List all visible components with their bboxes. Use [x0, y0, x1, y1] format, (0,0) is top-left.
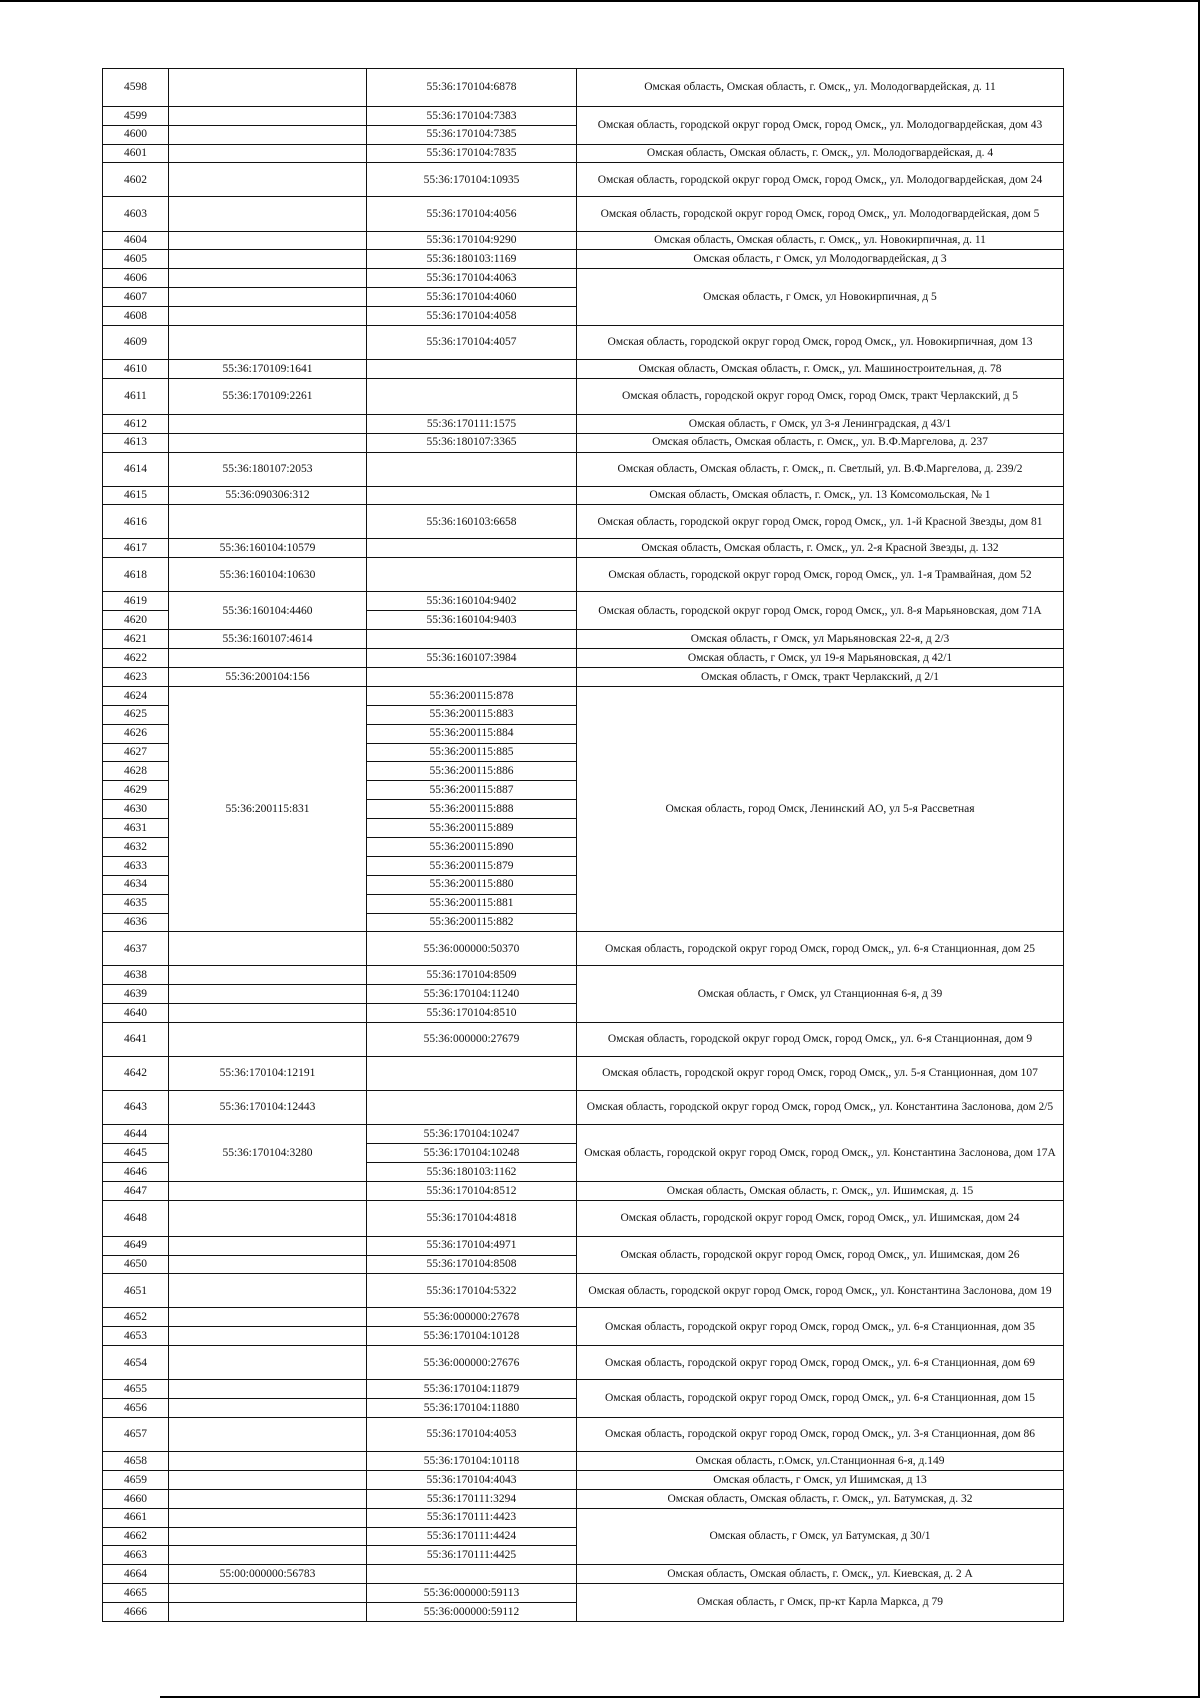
parcel-number-cell	[169, 985, 367, 1004]
object-number-cell: 55:36:170104:4060	[367, 288, 577, 307]
table-row	[103, 1125, 1064, 1144]
object-number-cell: 55:36:000000:59113	[367, 1584, 577, 1603]
object-number-cell: 55:36:170104:11879	[367, 1380, 577, 1399]
table-row	[103, 1057, 1064, 1091]
object-number-cell: 55:36:170104:6878	[367, 69, 577, 107]
address-cell: Омская область, Омская область, г. Омск,, ул. Ишимская, д. 15	[577, 1181, 1064, 1200]
table-row	[103, 649, 1064, 668]
object-number-cell: 55:36:180103:1162	[367, 1162, 577, 1181]
address-cell: Омская область, городской округ город Омск, город Омск,, ул. 6-я Станционная, дом 69	[577, 1346, 1064, 1380]
parcel-number-cell	[169, 1489, 367, 1508]
parcel-number-cell	[169, 269, 367, 288]
address-cell: Омская область, городской округ город Омск, город Омск,, ул. 6-я Станционная, дом 9	[577, 1023, 1064, 1057]
object-number-cell	[367, 486, 577, 505]
table-row	[103, 932, 1064, 966]
address-cell: Омская область, городской округ город Омск, город Омск,, ул. 6-я Станционная, дом 35	[577, 1308, 1064, 1346]
address-cell: Омская область, Омская область, г. Омск,, п. Светлый, ул. В.Ф.Маргелова, д. 239/2	[577, 452, 1064, 486]
object-number-cell: 55:36:170104:10247	[367, 1125, 577, 1144]
object-number-cell	[367, 667, 577, 686]
table-row	[103, 1308, 1064, 1327]
row-number-cell: 4602	[103, 163, 169, 197]
object-number-cell: 55:36:000000:27679	[367, 1023, 577, 1057]
parcel-number-cell	[169, 325, 367, 359]
cadastral-table	[102, 68, 1064, 1622]
parcel-number-cell	[169, 69, 367, 107]
row-number-cell: 4665	[103, 1584, 169, 1603]
address-cell: Омская область, Омская область, г. Омск,, ул. Молодогвардейская, д. 4	[577, 144, 1064, 163]
object-number-cell: 55:36:170104:4056	[367, 197, 577, 231]
row-number-cell: 4646	[103, 1162, 169, 1181]
object-number-cell: 55:36:170104:4971	[367, 1236, 577, 1255]
parcel-number-cell	[169, 1527, 367, 1546]
table-row	[103, 1452, 1064, 1471]
object-number-cell: 55:36:160104:9402	[367, 592, 577, 611]
object-number-cell: 55:36:170111:4423	[367, 1508, 577, 1527]
row-number-cell: 4645	[103, 1144, 169, 1163]
table-row	[103, 1508, 1064, 1527]
address-cell: Омская область, Омская область, г. Омск,, ул. 13 Комсомольская, № 1	[577, 486, 1064, 505]
object-number-cell: 55:36:200115:879	[367, 856, 577, 875]
table-row	[103, 1380, 1064, 1399]
parcel-number-cell	[169, 1452, 367, 1471]
object-number-cell: 55:36:170104:8510	[367, 1004, 577, 1023]
object-number-cell: 55:36:170104:11880	[367, 1399, 577, 1418]
address-cell: Омская область, Омская область, г. Омск,, ул. Киевская, д. 2 А	[577, 1565, 1064, 1584]
row-number-cell: 4600	[103, 125, 169, 144]
parcel-number-cell: 55:36:170104:12443	[169, 1091, 367, 1125]
table-row	[103, 558, 1064, 592]
table-row	[103, 505, 1064, 539]
address-cell: Омская область, г Омск, тракт Черлакский, д 2/1	[577, 667, 1064, 686]
object-number-cell: 55:36:170111:1575	[367, 414, 577, 433]
row-number-cell: 4616	[103, 505, 169, 539]
object-number-cell: 55:36:170104:11240	[367, 985, 577, 1004]
parcel-number-cell	[169, 649, 367, 668]
table-row	[103, 269, 1064, 288]
row-number-cell: 4648	[103, 1200, 169, 1236]
table-row	[103, 106, 1064, 125]
parcel-number-cell	[169, 1417, 367, 1451]
row-number-cell: 4609	[103, 325, 169, 359]
table-row	[103, 69, 1064, 107]
row-number-cell: 4612	[103, 414, 169, 433]
object-number-cell	[367, 452, 577, 486]
row-number-cell: 4644	[103, 1125, 169, 1144]
object-number-cell: 55:36:200115:880	[367, 875, 577, 894]
object-number-cell: 55:36:200115:887	[367, 781, 577, 800]
object-number-cell: 55:36:170104:4057	[367, 325, 577, 359]
object-number-cell: 55:36:170104:4043	[367, 1470, 577, 1489]
table-row	[103, 197, 1064, 231]
table-row	[103, 1417, 1064, 1451]
object-number-cell: 55:36:200115:878	[367, 686, 577, 705]
table-row	[103, 686, 1064, 705]
row-number-cell: 4632	[103, 837, 169, 856]
row-number-cell: 4660	[103, 1489, 169, 1508]
parcel-number-cell	[169, 1508, 367, 1527]
address-cell: Омская область, городской округ город Омск, город Омск,, ул. Константина Заслонова, дом 2/5	[577, 1091, 1064, 1125]
object-number-cell: 55:36:170104:8509	[367, 966, 577, 985]
table-row	[103, 1023, 1064, 1057]
parcel-number-cell	[169, 1327, 367, 1346]
table-row	[103, 325, 1064, 359]
object-number-cell: 55:36:170104:8508	[367, 1255, 577, 1274]
address-cell: Омская область, городской округ город Омск, город Омск,, ул. Ишимская, дом 26	[577, 1236, 1064, 1274]
table-row	[103, 1489, 1064, 1508]
address-cell: Омская область, Омская область, г. Омск,, ул. В.Ф.Маргелова, д. 237	[577, 433, 1064, 452]
row-number-cell: 4636	[103, 913, 169, 932]
address-cell: Омская область, г Омск, ул 3-я Ленинградская, д 43/1	[577, 414, 1064, 433]
object-number-cell: 55:36:170104:7383	[367, 106, 577, 125]
parcel-number-cell	[169, 144, 367, 163]
table-row	[103, 1470, 1064, 1489]
address-cell: Омская область, город Омск, Ленинский АО, ул 5-я Рассветная	[577, 686, 1064, 932]
address-cell: Омская область, г.Омск, ул.Станционная 6-я, д.149	[577, 1452, 1064, 1471]
parcel-number-cell	[169, 1274, 367, 1308]
parcel-number-cell	[169, 1346, 367, 1380]
parcel-number-cell	[169, 1470, 367, 1489]
object-number-cell	[367, 1057, 577, 1091]
row-number-cell: 4661	[103, 1508, 169, 1527]
address-cell: Омская область, городской округ город Омск, город Омск,, ул. Молодогвардейская, дом 24	[577, 163, 1064, 197]
scan-top-edge	[0, 0, 1200, 2]
object-number-cell: 55:36:180103:1169	[367, 250, 577, 269]
row-number-cell: 4634	[103, 875, 169, 894]
parcel-number-cell	[169, 231, 367, 250]
object-number-cell: 55:36:170104:10128	[367, 1327, 577, 1346]
object-number-cell: 55:36:170104:10248	[367, 1144, 577, 1163]
row-number-cell: 4607	[103, 288, 169, 307]
parcel-number-cell	[169, 288, 367, 307]
object-number-cell: 55:36:170104:4063	[367, 269, 577, 288]
row-number-cell: 4625	[103, 705, 169, 724]
row-number-cell: 4653	[103, 1327, 169, 1346]
parcel-number-cell: 55:36:170104:12191	[169, 1057, 367, 1091]
parcel-number-cell	[169, 1004, 367, 1023]
address-cell: Омская область, Омская область, г. Омск,, ул. Батумская, д. 32	[577, 1489, 1064, 1508]
object-number-cell: 55:36:170104:10118	[367, 1452, 577, 1471]
object-number-cell	[367, 539, 577, 558]
object-number-cell	[367, 558, 577, 592]
object-number-cell	[367, 359, 577, 378]
object-number-cell: 55:36:170111:3294	[367, 1489, 577, 1508]
address-cell: Омская область, г Омск, ул Марьяновская 22-я, д 2/3	[577, 630, 1064, 649]
object-number-cell: 55:36:000000:59112	[367, 1603, 577, 1622]
address-cell: Омская область, Омская область, г. Омск,, ул. Машиностроительная, д. 78	[577, 359, 1064, 378]
table-row	[103, 1346, 1064, 1380]
parcel-number-cell	[169, 433, 367, 452]
parcel-number-cell	[169, 414, 367, 433]
row-number-cell: 4659	[103, 1470, 169, 1489]
address-cell: Омская область, городской округ город Омск, город Омск,, ул. Молодогвардейская, дом 43	[577, 106, 1064, 144]
address-cell: Омская область, г Омск, ул Новокирпичная, д 5	[577, 269, 1064, 326]
address-cell: Омская область, городской округ город Омск, город Омск,, ул. Ишимская, дом 24	[577, 1200, 1064, 1236]
row-number-cell: 4652	[103, 1308, 169, 1327]
object-number-cell: 55:36:170111:4424	[367, 1527, 577, 1546]
row-number-cell: 4605	[103, 250, 169, 269]
object-number-cell: 55:36:200115:889	[367, 819, 577, 838]
parcel-number-cell	[169, 505, 367, 539]
parcel-number-cell: 55:36:160104:10579	[169, 539, 367, 558]
object-number-cell: 55:36:170104:4058	[367, 307, 577, 326]
row-number-cell: 4639	[103, 985, 169, 1004]
row-number-cell: 4608	[103, 307, 169, 326]
table-row	[103, 452, 1064, 486]
row-number-cell: 4666	[103, 1603, 169, 1622]
row-number-cell: 4630	[103, 800, 169, 819]
table-row	[103, 1181, 1064, 1200]
row-number-cell: 4642	[103, 1057, 169, 1091]
object-number-cell: 55:36:200115:890	[367, 837, 577, 856]
object-number-cell: 55:36:200115:883	[367, 705, 577, 724]
address-cell: Омская область, городской округ город Омск, город Омск,, ул. Константина Заслонова, дом 17А	[577, 1125, 1064, 1182]
row-number-cell: 4621	[103, 630, 169, 649]
parcel-number-cell: 55:36:160104:4460	[169, 592, 367, 630]
table-row	[103, 1274, 1064, 1308]
parcel-number-cell	[169, 197, 367, 231]
parcel-number-cell	[169, 1308, 367, 1327]
address-cell: Омская область, городской округ город Омск, город Омск, тракт Черлакский, д 5	[577, 378, 1064, 414]
parcel-number-cell	[169, 1546, 367, 1565]
row-number-cell: 4614	[103, 452, 169, 486]
object-number-cell: 55:36:200115:881	[367, 894, 577, 913]
row-number-cell: 4611	[103, 378, 169, 414]
address-cell: Омская область, Омская область, г. Омск,, ул. 2-я Красной Звезды, д. 132	[577, 539, 1064, 558]
parcel-number-cell	[169, 966, 367, 985]
parcel-number-cell	[169, 1023, 367, 1057]
object-number-cell: 55:36:200115:884	[367, 724, 577, 743]
parcel-number-cell	[169, 1399, 367, 1418]
address-cell: Омская область, городской округ город Омск, город Омск,, ул. 1-я Трамвайная, дом 52	[577, 558, 1064, 592]
object-number-cell	[367, 630, 577, 649]
object-number-cell: 55:36:200115:885	[367, 743, 577, 762]
object-number-cell: 55:36:170104:5322	[367, 1274, 577, 1308]
object-number-cell: 55:36:000000:27676	[367, 1346, 577, 1380]
row-number-cell: 4654	[103, 1346, 169, 1380]
table-row	[103, 539, 1064, 558]
parcel-number-cell: 55:36:160104:10630	[169, 558, 367, 592]
parcel-number-cell: 55:36:180107:2053	[169, 452, 367, 486]
address-cell: Омская область, городской округ город Омск, город Омск,, ул. 6-я Станционная, дом 15	[577, 1380, 1064, 1418]
row-number-cell: 4601	[103, 144, 169, 163]
row-number-cell: 4656	[103, 1399, 169, 1418]
table-body	[103, 69, 1064, 1622]
row-number-cell: 4663	[103, 1546, 169, 1565]
parcel-number-cell	[169, 250, 367, 269]
address-cell: Омская область, г Омск, ул 19-я Марьяновская, д 42/1	[577, 649, 1064, 668]
object-number-cell: 55:36:170104:7835	[367, 144, 577, 163]
row-number-cell: 4623	[103, 667, 169, 686]
row-number-cell: 4626	[103, 724, 169, 743]
row-number-cell: 4606	[103, 269, 169, 288]
table-row	[103, 592, 1064, 611]
object-number-cell: 55:36:000000:27678	[367, 1308, 577, 1327]
row-number-cell: 4613	[103, 433, 169, 452]
parcel-number-cell: 55:36:200104:156	[169, 667, 367, 686]
row-number-cell: 4604	[103, 231, 169, 250]
parcel-number-cell	[169, 163, 367, 197]
address-cell: Омская область, г Омск, ул Молодогвардейская, д 3	[577, 250, 1064, 269]
address-cell: Омская область, городской округ город Омск, город Омск,, ул. 6-я Станционная, дом 25	[577, 932, 1064, 966]
object-number-cell	[367, 1565, 577, 1584]
row-number-cell: 4643	[103, 1091, 169, 1125]
object-number-cell: 55:36:160103:6658	[367, 505, 577, 539]
parcel-number-cell: 55:36:090306:312	[169, 486, 367, 505]
address-cell: Омская область, городской округ город Омск, город Омск,, ул. 8-я Марьяновская, дом 71А	[577, 592, 1064, 630]
table-row	[103, 250, 1064, 269]
row-number-cell: 4622	[103, 649, 169, 668]
row-number-cell: 4664	[103, 1565, 169, 1584]
object-number-cell: 55:36:200115:888	[367, 800, 577, 819]
row-number-cell: 4658	[103, 1452, 169, 1471]
address-cell: Омская область, городской округ город Омск, город Омск,, ул. 3-я Станционная, дом 86	[577, 1417, 1064, 1451]
row-number-cell: 4598	[103, 69, 169, 107]
parcel-number-cell: 55:36:170109:2261	[169, 378, 367, 414]
object-number-cell	[367, 1091, 577, 1125]
row-number-cell: 4637	[103, 932, 169, 966]
object-number-cell: 55:36:200115:886	[367, 762, 577, 781]
address-cell: Омская область, Омская область, г. Омск,, ул. Новокирпичная, д. 11	[577, 231, 1064, 250]
row-number-cell: 4633	[103, 856, 169, 875]
row-number-cell: 4657	[103, 1417, 169, 1451]
row-number-cell: 4631	[103, 819, 169, 838]
row-number-cell: 4640	[103, 1004, 169, 1023]
object-number-cell: 55:36:170104:10935	[367, 163, 577, 197]
row-number-cell: 4650	[103, 1255, 169, 1274]
row-number-cell: 4617	[103, 539, 169, 558]
parcel-number-cell	[169, 307, 367, 326]
table-row	[103, 1200, 1064, 1236]
parcel-number-cell	[169, 125, 367, 144]
object-number-cell: 55:36:170104:7385	[367, 125, 577, 144]
row-number-cell: 4635	[103, 894, 169, 913]
address-cell: Омская область, городской округ город Омск, город Омск,, ул. 5-я Станционная, дом 107	[577, 1057, 1064, 1091]
table-row	[103, 1565, 1064, 1584]
object-number-cell: 55:36:160107:3984	[367, 649, 577, 668]
address-cell: Омская область, г Омск, ул Ишимская, д 13	[577, 1470, 1064, 1489]
parcel-number-cell	[169, 1380, 367, 1399]
parcel-number-cell	[169, 1200, 367, 1236]
object-number-cell: 55:36:170104:4818	[367, 1200, 577, 1236]
row-number-cell: 4620	[103, 611, 169, 630]
object-number-cell: 55:36:180107:3365	[367, 433, 577, 452]
object-number-cell: 55:36:170104:8512	[367, 1181, 577, 1200]
parcel-number-cell	[169, 1584, 367, 1603]
table-row	[103, 414, 1064, 433]
parcel-number-cell	[169, 1255, 367, 1274]
parcel-number-cell: 55:36:160107:4614	[169, 630, 367, 649]
table-row	[103, 1091, 1064, 1125]
row-number-cell: 4628	[103, 762, 169, 781]
table-row	[103, 163, 1064, 197]
row-number-cell: 4629	[103, 781, 169, 800]
object-number-cell	[367, 378, 577, 414]
parcel-number-cell: 55:36:170109:1641	[169, 359, 367, 378]
row-number-cell: 4651	[103, 1274, 169, 1308]
object-number-cell: 55:36:170104:9290	[367, 231, 577, 250]
parcel-number-cell	[169, 1603, 367, 1622]
row-number-cell: 4618	[103, 558, 169, 592]
row-number-cell: 4619	[103, 592, 169, 611]
row-number-cell: 4610	[103, 359, 169, 378]
row-number-cell: 4599	[103, 106, 169, 125]
table-row	[103, 630, 1064, 649]
table-row	[103, 433, 1064, 452]
row-number-cell: 4641	[103, 1023, 169, 1057]
parcel-number-cell: 55:00:000000:56783	[169, 1565, 367, 1584]
table-row	[103, 1236, 1064, 1255]
table-row	[103, 667, 1064, 686]
parcel-number-cell	[169, 1236, 367, 1255]
parcel-number-cell: 55:36:170104:3280	[169, 1125, 367, 1182]
table-row	[103, 1584, 1064, 1603]
address-cell: Омская область, Омская область, г. Омск,, ул. Молодогвардейская, д. 11	[577, 69, 1064, 107]
table-row	[103, 144, 1064, 163]
address-cell: Омская область, городской округ город Омск, город Омск,, ул. 1-й Красной Звезды, дом 81	[577, 505, 1064, 539]
row-number-cell: 4638	[103, 966, 169, 985]
row-number-cell: 4649	[103, 1236, 169, 1255]
table-row	[103, 359, 1064, 378]
table-row	[103, 486, 1064, 505]
row-number-cell: 4647	[103, 1181, 169, 1200]
row-number-cell: 4662	[103, 1527, 169, 1546]
address-cell: Омская область, городской округ город Омск, город Омск,, ул. Молодогвардейская, дом 5	[577, 197, 1064, 231]
object-number-cell: 55:36:170104:4053	[367, 1417, 577, 1451]
object-number-cell: 55:36:160104:9403	[367, 611, 577, 630]
address-cell: Омская область, г Омск, пр-кт Карла Маркса, д 79	[577, 1584, 1064, 1622]
parcel-number-cell: 55:36:200115:831	[169, 686, 367, 932]
table-row	[103, 378, 1064, 414]
table-row	[103, 966, 1064, 985]
parcel-number-cell	[169, 1181, 367, 1200]
row-number-cell: 4603	[103, 197, 169, 231]
address-cell: Омская область, городской округ город Омск, город Омск,, ул. Константина Заслонова, дом 19	[577, 1274, 1064, 1308]
parcel-number-cell	[169, 932, 367, 966]
table-row	[103, 231, 1064, 250]
row-number-cell: 4615	[103, 486, 169, 505]
address-cell: Омская область, г Омск, ул Станционная 6-я, д 39	[577, 966, 1064, 1023]
address-cell: Омская область, г Омск, ул Батумская, д 30/1	[577, 1508, 1064, 1565]
parcel-number-cell	[169, 106, 367, 125]
object-number-cell: 55:36:000000:50370	[367, 932, 577, 966]
address-cell: Омская область, городской округ город Омск, город Омск,, ул. Новокирпичная, дом 13	[577, 325, 1064, 359]
object-number-cell: 55:36:170111:4425	[367, 1546, 577, 1565]
row-number-cell: 4655	[103, 1380, 169, 1399]
object-number-cell: 55:36:200115:882	[367, 913, 577, 932]
row-number-cell: 4624	[103, 686, 169, 705]
row-number-cell: 4627	[103, 743, 169, 762]
